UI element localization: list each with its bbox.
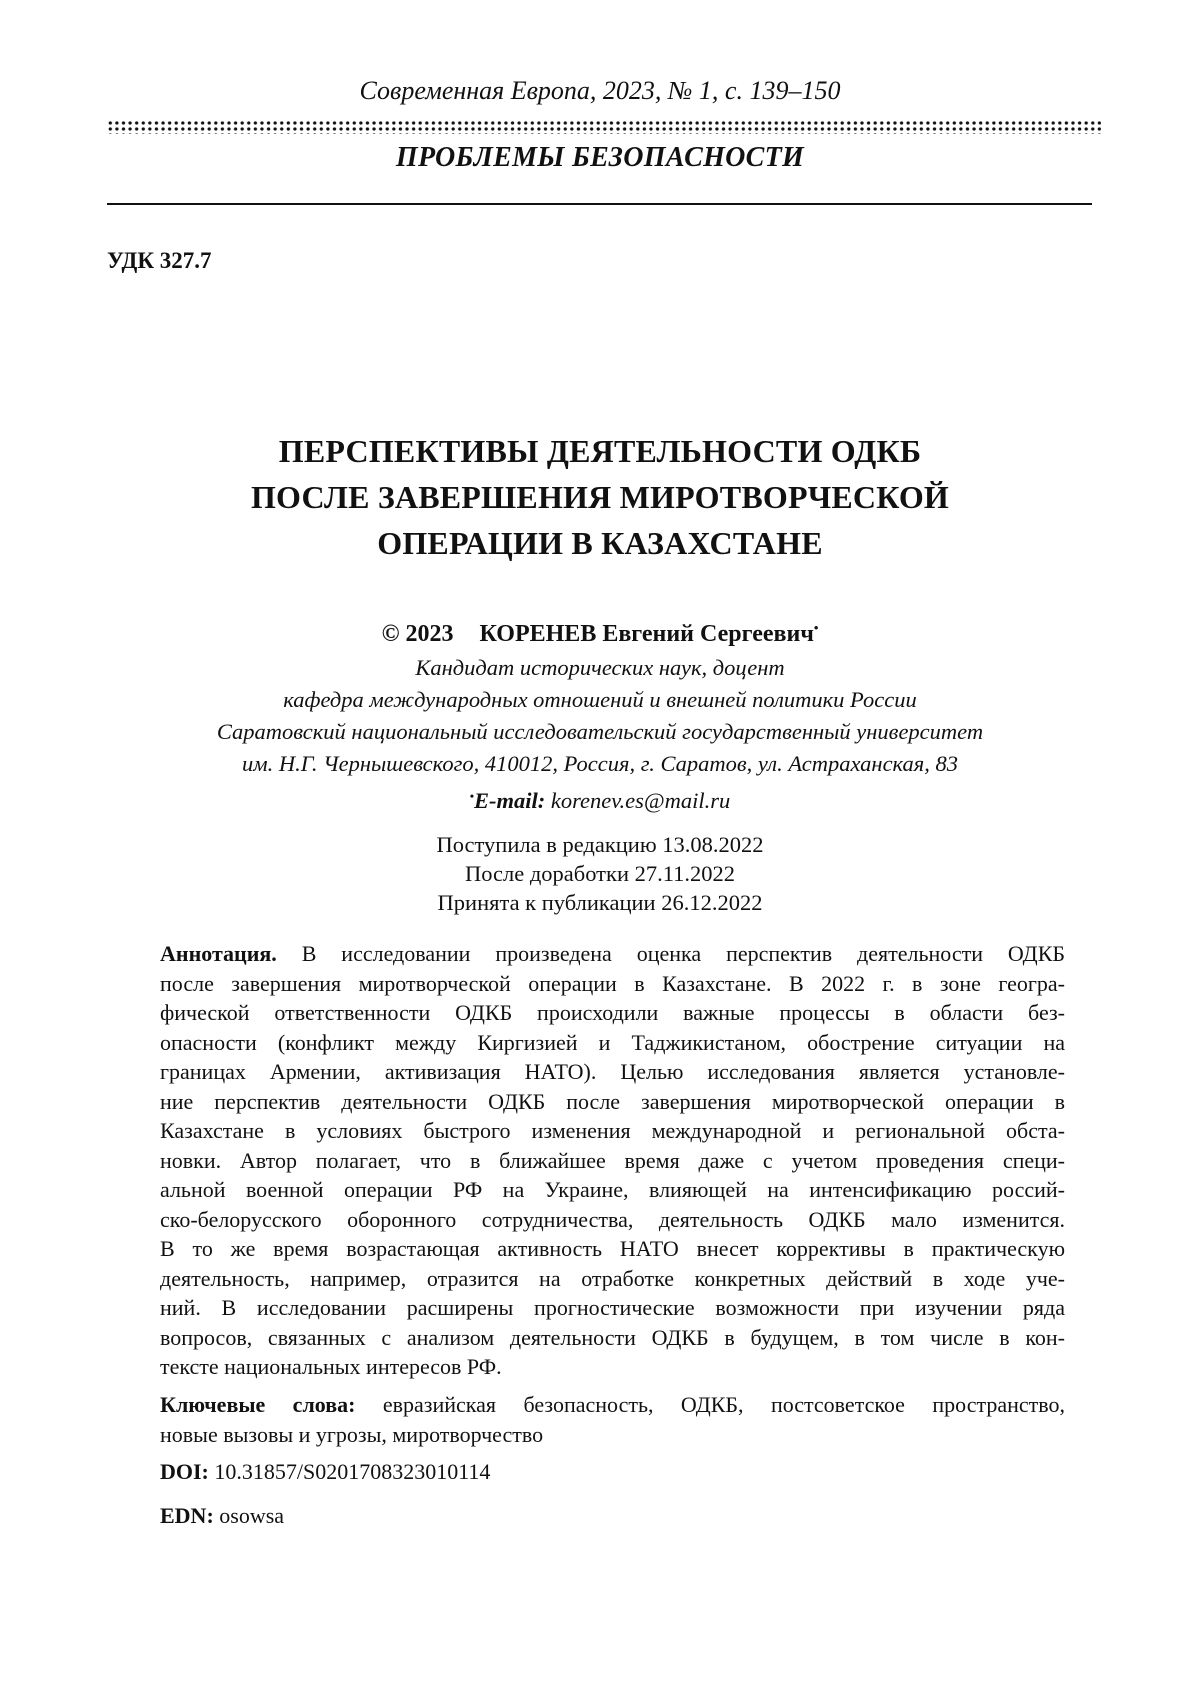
abstract-line-6: ние перспектив деятельности ОДКБ после завершения миротворческой операции в [160, 1088, 1065, 1114]
submission-dates [0, 830, 1200, 917]
keywords [160, 1390, 1065, 1449]
abstract-line-8: новки. Автор полагает, что в ближайшее время даже с учетом проведения специ- [160, 1147, 1065, 1173]
author-line [0, 620, 1200, 648]
title-line-3: ОПЕРАЦИИ В КАЗАХСТАНЕ [377, 525, 823, 561]
affiliation-line-1: Кандидат исторических наук, доцент [415, 655, 785, 680]
abstract-line-11: В то же время возрастающая активность НАТО внесет коррективы в практическую [160, 1236, 1065, 1261]
affiliation-line-2: кафедра международных отношений и внешней политики России [283, 687, 917, 712]
edn-label: EDN: [160, 1503, 214, 1528]
dotted-double-rule [107, 120, 1101, 134]
keywords-label: Ключевые слова: [160, 1392, 356, 1417]
abstract-label: Аннотация. [160, 941, 277, 966]
keywords-line-1: Ключевые слова: евразийская безопасность, ОДКБ, постсоветское пространство, [160, 1392, 1065, 1417]
author-affiliation [0, 652, 1200, 817]
abstract-line-7: Казахстане в условиях быстрого изменения международной и региональной обста- [160, 1118, 1065, 1143]
header-rule [107, 203, 1092, 205]
date-received: Поступила в редакцию 13.08.2022 [436, 832, 764, 857]
email-marker: • [469, 789, 474, 803]
abstract-line-4: опасности (конфликт между Киргизией и Таджикистаном, обострение ситуации на [160, 1029, 1065, 1055]
abstract-line-3: фической ответственности ОДКБ происходили важные процессы в области без- [160, 1000, 1065, 1025]
title-line-1: ПЕРСПЕКТИВЫ ДЕЯТЕЛЬНОСТИ ОДКБ [278, 433, 922, 469]
keywords-line-2: новые вызовы и угрозы, миротворчество [160, 1421, 544, 1447]
doi [160, 1459, 490, 1485]
abstract-line-1: Аннотация. В исследовании произведена оценка перспектив деятельности ОДКБ [160, 941, 1065, 966]
doi-label: DOI: [160, 1459, 209, 1484]
abstract-line-9: альной военной операции РФ на Украине, влияющей на интенсификацию россий- [160, 1177, 1065, 1202]
journal-citation: Современная Европа, 2023, № 1, с. 139–150 [359, 76, 841, 105]
title-line-2: ПОСЛЕ ЗАВЕРШЕНИЯ МИРОТВОРЧЕСКОЙ [250, 479, 950, 515]
abstract-line-5: границах Армении, активизация НАТО). Целью исследования является установле- [160, 1059, 1065, 1084]
article-title [0, 428, 1200, 566]
affiliation-line-4: им. Н.Г. Чернышевского, 410012, Россия, г. Саратов, ул. Астраханская, 83 [242, 751, 958, 776]
email-label: •E-mail: [469, 788, 546, 813]
abstract-line-15: тексте национальных интересов РФ. [160, 1354, 502, 1379]
abstract [160, 939, 1065, 1382]
abstract-line-13: ний. В исследовании расширены прогностические возможности при изучении ряда [160, 1295, 1065, 1320]
abstract-line-14: вопросов, связанных с анализом деятельности ОДКБ в будущем, в том числе в кон- [160, 1324, 1065, 1350]
affiliation-line-3: Саратовский национальный исследовательский государственный университет [216, 719, 984, 744]
author-name: КОРЕНЕВ Евгений Сергеевич [479, 621, 814, 647]
udk-code: УДК 327.7 [107, 248, 212, 273]
email-link[interactable]: korenev.es@mail.ru [550, 788, 731, 813]
date-accepted: Принята к публикации 26.12.2022 [437, 890, 763, 915]
abstract-line-12: деятельность, например, отразится на отработке конкретных действий в ходе уче- [160, 1265, 1065, 1291]
abstract-line-10: ско-белорусского оборонного сотрудничества, деятельность ОДКБ мало изменится. [160, 1206, 1065, 1232]
doi-value[interactable]: 10.31857/S0201708323010114 [208, 1459, 491, 1484]
author-marker: • [813, 620, 819, 635]
edn-value: osowsa [213, 1503, 285, 1528]
copyright-year: © 2023 [381, 621, 454, 647]
edn [160, 1503, 284, 1529]
abstract-line-2: после завершения миротворческой операции в Казахстане. В 2022 г. в зоне геогра- [160, 970, 1065, 996]
date-revised: После доработки 27.11.2022 [464, 861, 736, 886]
email-line [0, 780, 1200, 817]
section-title: ПРОБЛЕМЫ БЕЗОПАСНОСТИ [395, 142, 805, 173]
